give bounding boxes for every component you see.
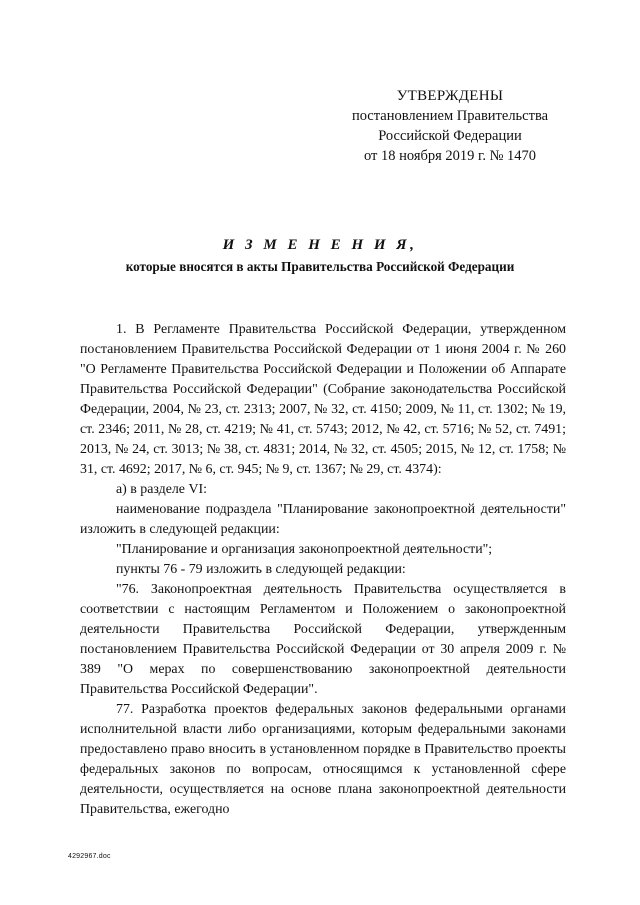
paragraph-1: 1. В Регламенте Правительства Российской Федерации, утвержденном постановлением Правительства Российской Федерации от 1 июня 2004 г. № 260 "О Регламенте Правительства Российской Федерации и Положении об Аппарате Правительства Российской Федерации" (Собрание законодательства Российской Федерации, 2004, № 23, ст. 2313; 2007, № 32, ст. 4150; 2009, № 11, ст. 1302; № 19, ст. 2346; 2011, № 28, ст. 4219; № 41, ст. 5743; 2012, № 42, ст. 5716; № 52, ст. 7491; 2013, № 24, ст. 3013; № 38, ст. 4831; 2014, № 32, ст. 4505; 2015, № 12, ст. 1758; № 31, ст. 4692; 2017, № 6, ст. 945; № 9, ст. 1367; № 29, ст. 4374):	[80, 322, 566, 477]
document-filename: 4292967.doc	[68, 853, 111, 860]
paragraph-subsection-name: наименование подраздела "Планирование законопроектной деятельности" изложить в следующей редакции:	[80, 502, 566, 537]
approval-line-country: Российской Федерации	[378, 128, 522, 144]
document-subtitle: которые вносятся в акты Правительства Российской Федерации	[125, 259, 515, 274]
paragraph-point-77: 77. Разработка проектов федеральных законов федеральными органами исполнительной власти либо организациями, которым федеральными законами предоставлено право вносить в установленном порядке в Правительство проекты федеральных законов по вопросам, относящимся к установленной сфере деятельности, осуществляется на основе плана законопроектной деятельности Правительства, ежегодно	[80, 702, 566, 817]
paragraph-points-intro: пункты 76 - 79 изложить в следующей редакции:	[116, 562, 406, 577]
approval-stamp	[330, 86, 570, 166]
paragraph-point-76: "76. Законопроектная деятельность Правительства осуществляется в соответствии с настоящим Регламентом и Положением о законопроектной деятельности Правительства Российской Федерации, утвержденным постановлением Правительства Российской Федерации от 30 апреля 2009 г. № 389 "О мерах по совершенствованию законопроектной деятельности Правительства Российской Федерации".	[80, 582, 566, 697]
document-body	[80, 320, 566, 820]
document-title: И З М Е Н Е Н И Я,	[222, 237, 418, 253]
approval-line-date-number: от 18 ноября 2019 г. № 1470	[363, 148, 537, 164]
approval-line-resolution: постановлением Правительства	[351, 108, 549, 124]
paragraph-new-name: "Планирование и организация законопроектной деятельности";	[116, 542, 493, 557]
paragraph-section-a: а) в разделе VI:	[116, 482, 207, 497]
approval-heading: УТВЕРЖДЕНЫ	[396, 88, 504, 104]
